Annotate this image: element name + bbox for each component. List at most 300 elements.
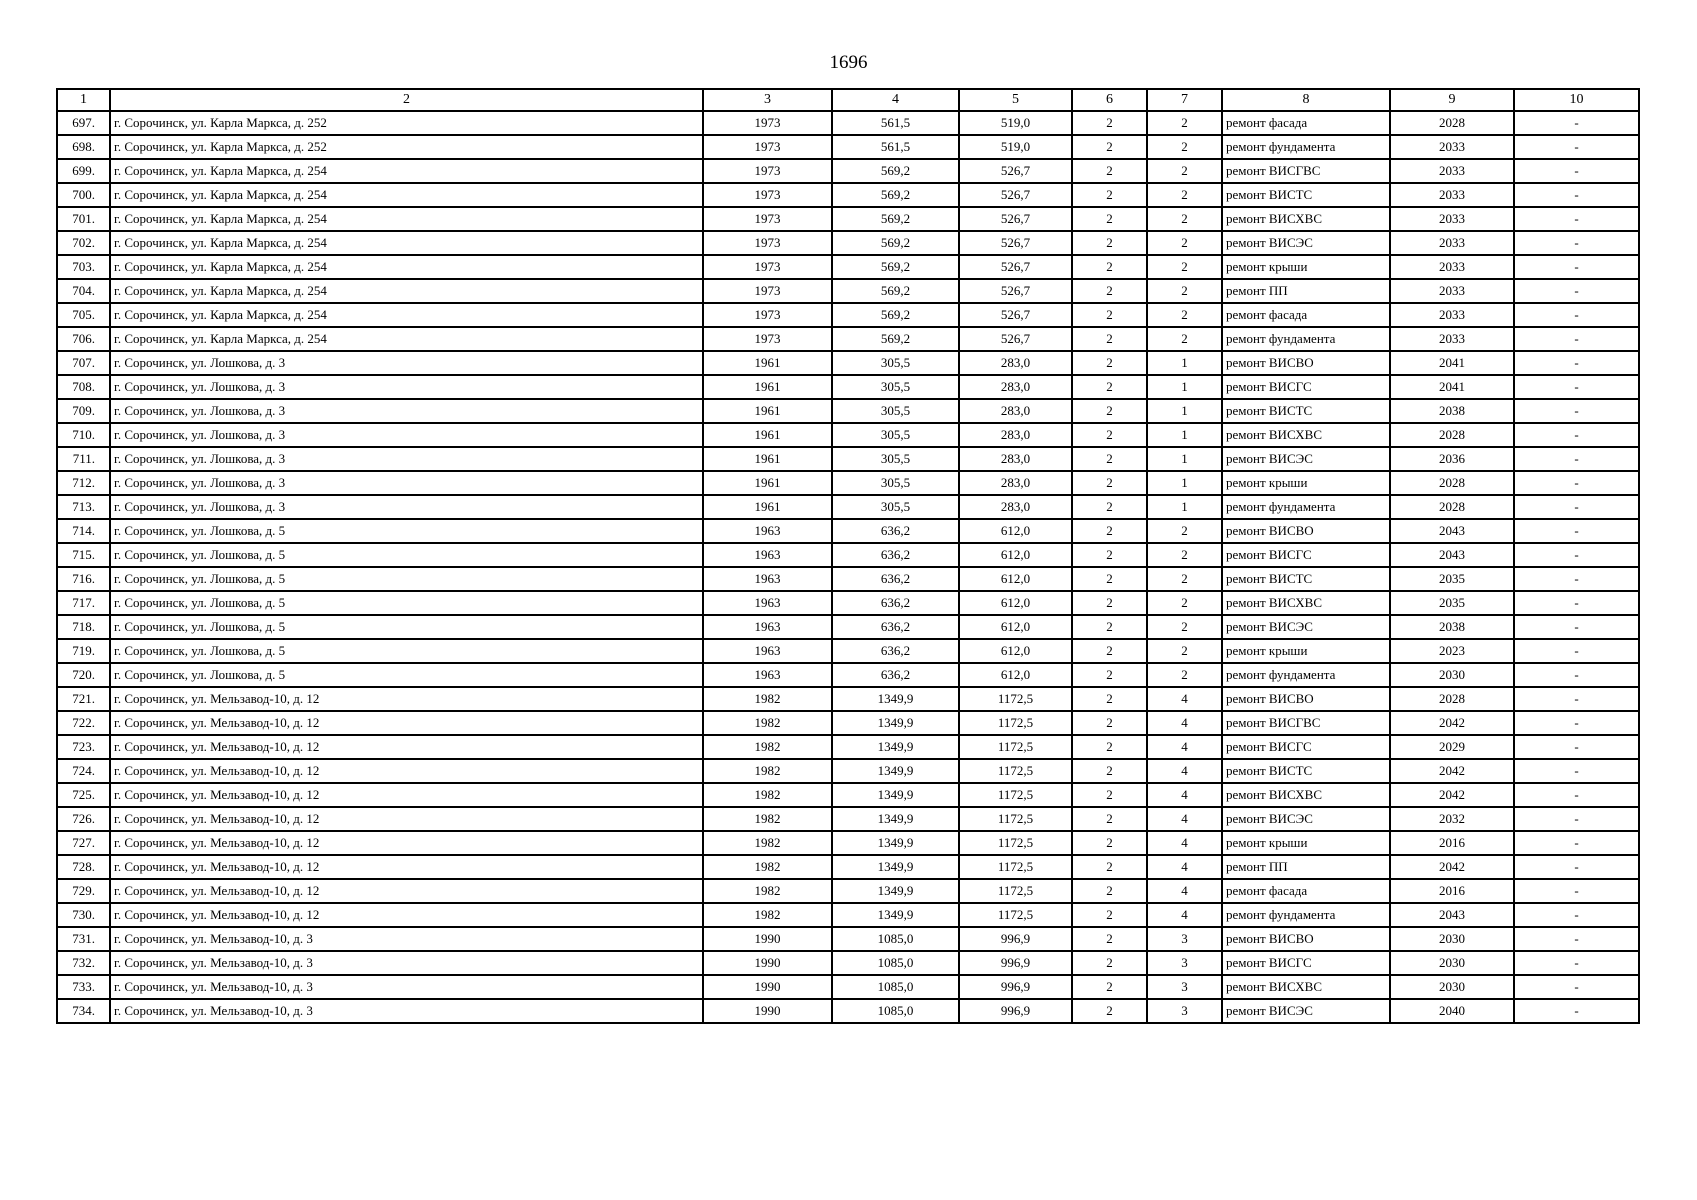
cell-living-area: 612,0 xyxy=(959,663,1072,687)
cell-work-type: ремонт ВИСТС xyxy=(1222,759,1390,783)
cell-entrances: 1 xyxy=(1147,471,1222,495)
cell-total-area: 305,5 xyxy=(832,471,959,495)
table-row xyxy=(57,927,1639,951)
table-row xyxy=(57,591,1639,615)
cell-planned-year: 2040 xyxy=(1390,999,1514,1023)
cell-floors: 2 xyxy=(1072,375,1147,399)
cell-floors: 2 xyxy=(1072,303,1147,327)
cell-build-year: 1961 xyxy=(703,399,832,423)
table-row xyxy=(57,759,1639,783)
cell-total-area: 1349,9 xyxy=(832,807,959,831)
cell-entrances: 4 xyxy=(1147,783,1222,807)
cell-planned-year: 2038 xyxy=(1390,615,1514,639)
cell-build-year: 1973 xyxy=(703,255,832,279)
cell-address: г. Сорочинск, ул. Лошкова, д. 3 xyxy=(110,423,703,447)
repair-schedule-table xyxy=(56,88,1640,1024)
cell-planned-year: 2030 xyxy=(1390,975,1514,999)
cell-address: г. Сорочинск, ул. Мельзавод-10, д. 12 xyxy=(110,783,703,807)
cell-note: - xyxy=(1514,759,1639,783)
table-row xyxy=(57,807,1639,831)
cell-row-number: 723. xyxy=(57,735,110,759)
cell-build-year: 1982 xyxy=(703,759,832,783)
cell-floors: 2 xyxy=(1072,807,1147,831)
table-row xyxy=(57,951,1639,975)
table-row xyxy=(57,303,1639,327)
cell-living-area: 1172,5 xyxy=(959,879,1072,903)
cell-floors: 2 xyxy=(1072,135,1147,159)
cell-address: г. Сорочинск, ул. Мельзавод-10, д. 12 xyxy=(110,879,703,903)
cell-living-area: 612,0 xyxy=(959,615,1072,639)
cell-entrances: 2 xyxy=(1147,183,1222,207)
cell-work-type: ремонт крыши xyxy=(1222,471,1390,495)
cell-floors: 2 xyxy=(1072,279,1147,303)
cell-total-area: 1349,9 xyxy=(832,879,959,903)
cell-work-type: ремонт фундамента xyxy=(1222,327,1390,351)
cell-planned-year: 2032 xyxy=(1390,807,1514,831)
cell-floors: 2 xyxy=(1072,999,1147,1023)
cell-work-type: ремонт ВИСХВС xyxy=(1222,975,1390,999)
cell-work-type: ремонт ВИСЭС xyxy=(1222,615,1390,639)
cell-total-area: 561,5 xyxy=(832,135,959,159)
cell-entrances: 2 xyxy=(1147,327,1222,351)
cell-work-type: ремонт ВИСХВС xyxy=(1222,591,1390,615)
cell-floors: 2 xyxy=(1072,831,1147,855)
cell-planned-year: 2033 xyxy=(1390,183,1514,207)
table-row xyxy=(57,423,1639,447)
cell-build-year: 1982 xyxy=(703,855,832,879)
cell-address: г. Сорочинск, ул. Карла Маркса, д. 254 xyxy=(110,303,703,327)
cell-floors: 2 xyxy=(1072,231,1147,255)
cell-build-year: 1961 xyxy=(703,351,832,375)
cell-address: г. Сорочинск, ул. Мельзавод-10, д. 12 xyxy=(110,711,703,735)
cell-work-type: ремонт крыши xyxy=(1222,639,1390,663)
cell-work-type: ремонт ВИСТС xyxy=(1222,183,1390,207)
cell-planned-year: 2028 xyxy=(1390,687,1514,711)
cell-note: - xyxy=(1514,207,1639,231)
cell-row-number: 720. xyxy=(57,663,110,687)
cell-work-type: ремонт фундамента xyxy=(1222,495,1390,519)
cell-note: - xyxy=(1514,231,1639,255)
table-row xyxy=(57,639,1639,663)
cell-planned-year: 2042 xyxy=(1390,759,1514,783)
cell-build-year: 1973 xyxy=(703,207,832,231)
cell-entrances: 2 xyxy=(1147,135,1222,159)
cell-note: - xyxy=(1514,471,1639,495)
cell-address: г. Сорочинск, ул. Мельзавод-10, д. 3 xyxy=(110,975,703,999)
cell-entrances: 4 xyxy=(1147,807,1222,831)
cell-planned-year: 2043 xyxy=(1390,903,1514,927)
cell-total-area: 636,2 xyxy=(832,591,959,615)
cell-entrances: 1 xyxy=(1147,375,1222,399)
cell-build-year: 1982 xyxy=(703,879,832,903)
cell-planned-year: 2043 xyxy=(1390,543,1514,567)
table-row xyxy=(57,567,1639,591)
cell-entrances: 1 xyxy=(1147,495,1222,519)
column-header: 5 xyxy=(959,89,1072,111)
cell-address: г. Сорочинск, ул. Карла Маркса, д. 254 xyxy=(110,183,703,207)
cell-row-number: 704. xyxy=(57,279,110,303)
table-row xyxy=(57,519,1639,543)
cell-address: г. Сорочинск, ул. Мельзавод-10, д. 3 xyxy=(110,927,703,951)
cell-build-year: 1963 xyxy=(703,543,832,567)
cell-entrances: 4 xyxy=(1147,759,1222,783)
cell-note: - xyxy=(1514,591,1639,615)
cell-row-number: 705. xyxy=(57,303,110,327)
cell-note: - xyxy=(1514,327,1639,351)
cell-build-year: 1961 xyxy=(703,471,832,495)
cell-work-type: ремонт ВИСВО xyxy=(1222,351,1390,375)
table-row xyxy=(57,351,1639,375)
cell-address: г. Сорочинск, ул. Мельзавод-10, д. 12 xyxy=(110,831,703,855)
cell-living-area: 283,0 xyxy=(959,351,1072,375)
cell-living-area: 526,7 xyxy=(959,255,1072,279)
cell-row-number: 733. xyxy=(57,975,110,999)
cell-address: г. Сорочинск, ул. Карла Маркса, д. 252 xyxy=(110,135,703,159)
cell-build-year: 1990 xyxy=(703,975,832,999)
cell-total-area: 636,2 xyxy=(832,567,959,591)
cell-note: - xyxy=(1514,399,1639,423)
table-row xyxy=(57,735,1639,759)
cell-build-year: 1961 xyxy=(703,495,832,519)
cell-living-area: 283,0 xyxy=(959,375,1072,399)
cell-build-year: 1963 xyxy=(703,519,832,543)
cell-row-number: 713. xyxy=(57,495,110,519)
cell-build-year: 1982 xyxy=(703,735,832,759)
table-row xyxy=(57,255,1639,279)
cell-entrances: 1 xyxy=(1147,423,1222,447)
column-header: 8 xyxy=(1222,89,1390,111)
cell-build-year: 1982 xyxy=(703,807,832,831)
cell-build-year: 1963 xyxy=(703,639,832,663)
cell-total-area: 1085,0 xyxy=(832,927,959,951)
cell-total-area: 569,2 xyxy=(832,159,959,183)
cell-planned-year: 2028 xyxy=(1390,495,1514,519)
cell-row-number: 722. xyxy=(57,711,110,735)
cell-work-type: ремонт фасада xyxy=(1222,111,1390,135)
cell-address: г. Сорочинск, ул. Лошкова, д. 3 xyxy=(110,471,703,495)
cell-planned-year: 2033 xyxy=(1390,207,1514,231)
cell-total-area: 1349,9 xyxy=(832,831,959,855)
cell-note: - xyxy=(1514,423,1639,447)
table-row xyxy=(57,831,1639,855)
cell-entrances: 2 xyxy=(1147,519,1222,543)
cell-living-area: 526,7 xyxy=(959,207,1072,231)
cell-entrances: 2 xyxy=(1147,279,1222,303)
cell-floors: 2 xyxy=(1072,423,1147,447)
cell-row-number: 711. xyxy=(57,447,110,471)
cell-planned-year: 2033 xyxy=(1390,303,1514,327)
cell-planned-year: 2030 xyxy=(1390,927,1514,951)
cell-living-area: 996,9 xyxy=(959,927,1072,951)
cell-note: - xyxy=(1514,495,1639,519)
cell-entrances: 2 xyxy=(1147,591,1222,615)
column-header: 6 xyxy=(1072,89,1147,111)
cell-total-area: 569,2 xyxy=(832,207,959,231)
cell-living-area: 1172,5 xyxy=(959,831,1072,855)
cell-work-type: ремонт ВИСГС xyxy=(1222,543,1390,567)
cell-row-number: 710. xyxy=(57,423,110,447)
cell-entrances: 2 xyxy=(1147,615,1222,639)
cell-note: - xyxy=(1514,159,1639,183)
cell-address: г. Сорочинск, ул. Карла Маркса, д. 254 xyxy=(110,231,703,255)
cell-build-year: 1961 xyxy=(703,375,832,399)
cell-build-year: 1963 xyxy=(703,663,832,687)
cell-living-area: 519,0 xyxy=(959,135,1072,159)
cell-floors: 2 xyxy=(1072,495,1147,519)
cell-note: - xyxy=(1514,663,1639,687)
cell-row-number: 728. xyxy=(57,855,110,879)
cell-work-type: ремонт ВИСГС xyxy=(1222,951,1390,975)
cell-entrances: 4 xyxy=(1147,711,1222,735)
cell-build-year: 1982 xyxy=(703,687,832,711)
cell-work-type: ремонт ВИСГВС xyxy=(1222,711,1390,735)
cell-planned-year: 2030 xyxy=(1390,951,1514,975)
cell-living-area: 283,0 xyxy=(959,495,1072,519)
cell-planned-year: 2016 xyxy=(1390,879,1514,903)
cell-row-number: 702. xyxy=(57,231,110,255)
cell-living-area: 612,0 xyxy=(959,543,1072,567)
cell-address: г. Сорочинск, ул. Мельзавод-10, д. 12 xyxy=(110,903,703,927)
cell-row-number: 698. xyxy=(57,135,110,159)
cell-planned-year: 2028 xyxy=(1390,111,1514,135)
cell-address: г. Сорочинск, ул. Лошкова, д. 5 xyxy=(110,567,703,591)
cell-total-area: 636,2 xyxy=(832,615,959,639)
cell-note: - xyxy=(1514,735,1639,759)
cell-total-area: 636,2 xyxy=(832,663,959,687)
cell-entrances: 2 xyxy=(1147,639,1222,663)
cell-note: - xyxy=(1514,135,1639,159)
cell-address: г. Сорочинск, ул. Карла Маркса, д. 252 xyxy=(110,111,703,135)
table-row xyxy=(57,687,1639,711)
table-row xyxy=(57,543,1639,567)
cell-planned-year: 2038 xyxy=(1390,399,1514,423)
cell-floors: 2 xyxy=(1072,879,1147,903)
cell-total-area: 1349,9 xyxy=(832,903,959,927)
cell-address: г. Сорочинск, ул. Лошкова, д. 3 xyxy=(110,375,703,399)
cell-work-type: ремонт ВИСЭС xyxy=(1222,447,1390,471)
cell-work-type: ремонт ВИСЭС xyxy=(1222,807,1390,831)
cell-planned-year: 2042 xyxy=(1390,855,1514,879)
cell-floors: 2 xyxy=(1072,759,1147,783)
cell-build-year: 1990 xyxy=(703,927,832,951)
cell-planned-year: 2016 xyxy=(1390,831,1514,855)
cell-build-year: 1982 xyxy=(703,711,832,735)
table-row xyxy=(57,111,1639,135)
cell-planned-year: 2023 xyxy=(1390,639,1514,663)
cell-total-area: 305,5 xyxy=(832,495,959,519)
cell-living-area: 612,0 xyxy=(959,591,1072,615)
cell-entrances: 3 xyxy=(1147,951,1222,975)
cell-planned-year: 2033 xyxy=(1390,279,1514,303)
cell-note: - xyxy=(1514,783,1639,807)
table-row xyxy=(57,999,1639,1023)
table-row xyxy=(57,183,1639,207)
cell-floors: 2 xyxy=(1072,711,1147,735)
table-row xyxy=(57,471,1639,495)
cell-note: - xyxy=(1514,183,1639,207)
cell-total-area: 1085,0 xyxy=(832,975,959,999)
table-row xyxy=(57,495,1639,519)
cell-living-area: 283,0 xyxy=(959,399,1072,423)
cell-work-type: ремонт ВИСВО xyxy=(1222,927,1390,951)
cell-note: - xyxy=(1514,303,1639,327)
cell-floors: 2 xyxy=(1072,615,1147,639)
cell-address: г. Сорочинск, ул. Лошкова, д. 3 xyxy=(110,399,703,423)
cell-build-year: 1963 xyxy=(703,615,832,639)
cell-planned-year: 2035 xyxy=(1390,591,1514,615)
cell-note: - xyxy=(1514,711,1639,735)
cell-total-area: 569,2 xyxy=(832,303,959,327)
cell-row-number: 707. xyxy=(57,351,110,375)
cell-work-type: ремонт ВИСЭС xyxy=(1222,999,1390,1023)
cell-living-area: 283,0 xyxy=(959,423,1072,447)
cell-row-number: 719. xyxy=(57,639,110,663)
column-header: 4 xyxy=(832,89,959,111)
cell-row-number: 700. xyxy=(57,183,110,207)
cell-total-area: 305,5 xyxy=(832,351,959,375)
cell-total-area: 1085,0 xyxy=(832,951,959,975)
cell-build-year: 1973 xyxy=(703,111,832,135)
cell-note: - xyxy=(1514,879,1639,903)
cell-build-year: 1973 xyxy=(703,231,832,255)
cell-total-area: 636,2 xyxy=(832,543,959,567)
cell-build-year: 1973 xyxy=(703,135,832,159)
cell-work-type: ремонт ВИСХВС xyxy=(1222,423,1390,447)
cell-floors: 2 xyxy=(1072,687,1147,711)
cell-address: г. Сорочинск, ул. Мельзавод-10, д. 12 xyxy=(110,735,703,759)
cell-total-area: 569,2 xyxy=(832,231,959,255)
cell-work-type: ремонт ПП xyxy=(1222,855,1390,879)
cell-entrances: 1 xyxy=(1147,399,1222,423)
cell-entrances: 3 xyxy=(1147,927,1222,951)
cell-planned-year: 2033 xyxy=(1390,135,1514,159)
cell-floors: 2 xyxy=(1072,951,1147,975)
cell-floors: 2 xyxy=(1072,591,1147,615)
cell-work-type: ремонт ВИСХВС xyxy=(1222,207,1390,231)
column-header: 2 xyxy=(110,89,703,111)
cell-work-type: ремонт ВИСХВС xyxy=(1222,783,1390,807)
cell-floors: 2 xyxy=(1072,471,1147,495)
cell-floors: 2 xyxy=(1072,519,1147,543)
table-body xyxy=(57,111,1639,1023)
cell-work-type: ремонт фундамента xyxy=(1222,663,1390,687)
cell-living-area: 612,0 xyxy=(959,519,1072,543)
cell-build-year: 1973 xyxy=(703,159,832,183)
cell-note: - xyxy=(1514,855,1639,879)
cell-address: г. Сорочинск, ул. Мельзавод-10, д. 12 xyxy=(110,687,703,711)
cell-address: г. Сорочинск, ул. Лошкова, д. 3 xyxy=(110,495,703,519)
cell-living-area: 1172,5 xyxy=(959,687,1072,711)
cell-living-area: 526,7 xyxy=(959,327,1072,351)
cell-entrances: 4 xyxy=(1147,855,1222,879)
cell-total-area: 569,2 xyxy=(832,255,959,279)
cell-entrances: 4 xyxy=(1147,831,1222,855)
cell-living-area: 526,7 xyxy=(959,231,1072,255)
cell-work-type: ремонт ВИСЭС xyxy=(1222,231,1390,255)
cell-address: г. Сорочинск, ул. Лошкова, д. 5 xyxy=(110,615,703,639)
cell-entrances: 2 xyxy=(1147,567,1222,591)
table-row xyxy=(57,399,1639,423)
cell-total-area: 569,2 xyxy=(832,327,959,351)
cell-row-number: 703. xyxy=(57,255,110,279)
cell-work-type: ремонт фундамента xyxy=(1222,135,1390,159)
cell-entrances: 2 xyxy=(1147,543,1222,567)
cell-floors: 2 xyxy=(1072,447,1147,471)
cell-note: - xyxy=(1514,975,1639,999)
cell-living-area: 526,7 xyxy=(959,279,1072,303)
cell-work-type: ремонт крыши xyxy=(1222,831,1390,855)
cell-note: - xyxy=(1514,447,1639,471)
cell-work-type: ремонт ВИСТС xyxy=(1222,567,1390,591)
table-row xyxy=(57,975,1639,999)
cell-entrances: 2 xyxy=(1147,207,1222,231)
cell-row-number: 730. xyxy=(57,903,110,927)
cell-total-area: 569,2 xyxy=(832,183,959,207)
cell-row-number: 732. xyxy=(57,951,110,975)
cell-total-area: 305,5 xyxy=(832,375,959,399)
table-row xyxy=(57,663,1639,687)
cell-work-type: ремонт фундамента xyxy=(1222,903,1390,927)
cell-note: - xyxy=(1514,615,1639,639)
cell-row-number: 715. xyxy=(57,543,110,567)
cell-planned-year: 2042 xyxy=(1390,783,1514,807)
cell-total-area: 1349,9 xyxy=(832,711,959,735)
cell-planned-year: 2043 xyxy=(1390,519,1514,543)
cell-row-number: 714. xyxy=(57,519,110,543)
table-row xyxy=(57,855,1639,879)
table-row xyxy=(57,615,1639,639)
cell-floors: 2 xyxy=(1072,735,1147,759)
cell-entrances: 3 xyxy=(1147,999,1222,1023)
cell-living-area: 1172,5 xyxy=(959,903,1072,927)
cell-total-area: 569,2 xyxy=(832,279,959,303)
cell-address: г. Сорочинск, ул. Лошкова, д. 5 xyxy=(110,591,703,615)
cell-address: г. Сорочинск, ул. Лошкова, д. 5 xyxy=(110,543,703,567)
cell-entrances: 4 xyxy=(1147,879,1222,903)
cell-build-year: 1973 xyxy=(703,183,832,207)
cell-floors: 2 xyxy=(1072,783,1147,807)
cell-row-number: 726. xyxy=(57,807,110,831)
cell-build-year: 1982 xyxy=(703,903,832,927)
cell-floors: 2 xyxy=(1072,327,1147,351)
cell-note: - xyxy=(1514,687,1639,711)
cell-living-area: 996,9 xyxy=(959,975,1072,999)
cell-note: - xyxy=(1514,951,1639,975)
cell-build-year: 1982 xyxy=(703,831,832,855)
cell-living-area: 1172,5 xyxy=(959,783,1072,807)
cell-build-year: 1961 xyxy=(703,423,832,447)
cell-note: - xyxy=(1514,927,1639,951)
cell-entrances: 1 xyxy=(1147,351,1222,375)
cell-entrances: 2 xyxy=(1147,663,1222,687)
cell-work-type: ремонт ВИСГВС xyxy=(1222,159,1390,183)
cell-living-area: 996,9 xyxy=(959,951,1072,975)
cell-floors: 2 xyxy=(1072,639,1147,663)
cell-living-area: 519,0 xyxy=(959,111,1072,135)
cell-living-area: 612,0 xyxy=(959,639,1072,663)
cell-build-year: 1990 xyxy=(703,999,832,1023)
cell-build-year: 1990 xyxy=(703,951,832,975)
cell-note: - xyxy=(1514,543,1639,567)
cell-living-area: 283,0 xyxy=(959,447,1072,471)
cell-row-number: 724. xyxy=(57,759,110,783)
cell-entrances: 3 xyxy=(1147,975,1222,999)
column-header: 7 xyxy=(1147,89,1222,111)
cell-address: г. Сорочинск, ул. Карла Маркса, д. 254 xyxy=(110,327,703,351)
cell-row-number: 701. xyxy=(57,207,110,231)
table-row xyxy=(57,327,1639,351)
cell-note: - xyxy=(1514,279,1639,303)
